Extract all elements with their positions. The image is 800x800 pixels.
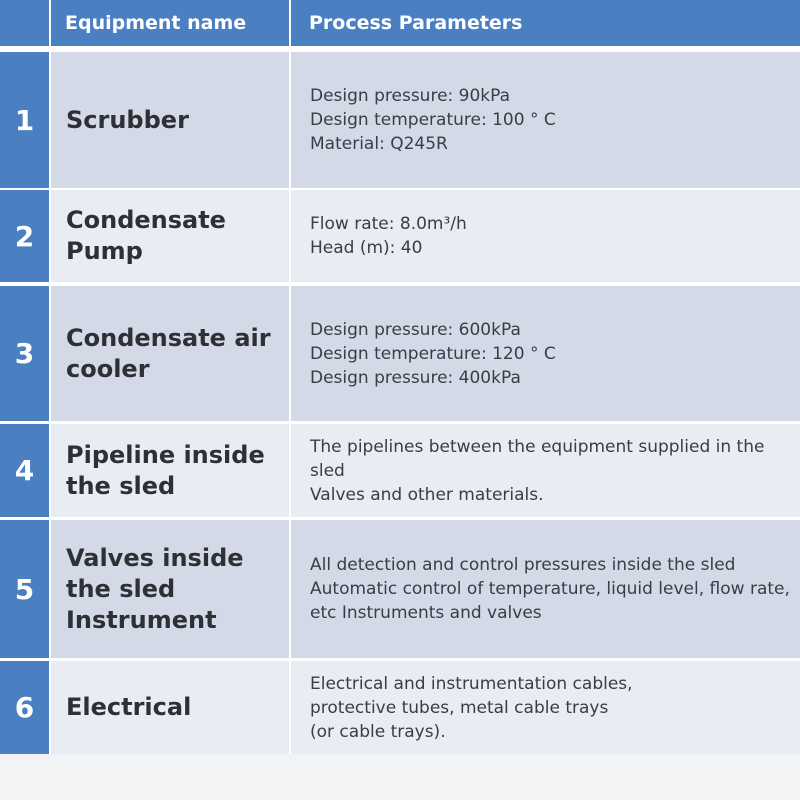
row-number: 5	[0, 520, 49, 658]
table-row	[0, 286, 800, 421]
table-row	[0, 190, 800, 282]
process-parameters	[291, 661, 800, 754]
process-parameters	[291, 424, 800, 517]
process-parameters	[291, 190, 800, 282]
process-parameters-text: All detection and control pressures inside the sled Automatic control of temperature, liquid level, flow rate, etc Instruments and valves	[310, 555, 790, 623]
equipment-name: Pipeline inside the sled	[51, 424, 289, 517]
row-number: 2	[0, 190, 49, 282]
row-number: 3	[0, 286, 49, 421]
page-bottom-background	[0, 754, 800, 800]
table-row	[0, 424, 800, 517]
process-parameters-text: Flow rate: 8.0m³/h Head (m): 40	[310, 214, 467, 258]
equipment-name: Scrubber	[51, 52, 289, 188]
equipment-name: Valves inside the sled Instrument	[51, 520, 289, 658]
process-parameters	[291, 520, 800, 658]
header-equipment-name: Equipment name	[51, 0, 289, 46]
process-parameters-text: Design pressure: 600kPa Design temperature: 120 ° C Design pressure: 400kPa	[310, 319, 556, 388]
process-parameters-text: Electrical and instrumentation cables, protective tubes, metal cable trays (or cable trays).	[310, 673, 633, 742]
equipment-name: Condensate Pump	[51, 190, 289, 282]
equipment-name: Condensate air cooler	[51, 286, 289, 421]
header-number-cell	[0, 0, 49, 46]
process-parameters-text: Design pressure: 90kPa Design temperature: 100 ° C Material: Q245R	[310, 86, 556, 154]
header-process-parameters: Process Parameters	[291, 0, 800, 46]
table-header-row	[0, 0, 800, 46]
row-number: 1	[0, 52, 49, 188]
equipment-name: Electrical	[51, 661, 289, 754]
table-row	[0, 661, 800, 754]
process-parameters-text: The pipelines between the equipment supplied in the sled Valves and other materials.	[310, 436, 765, 505]
process-parameters	[291, 286, 800, 421]
table-row	[0, 520, 800, 658]
process-parameters	[291, 52, 800, 188]
row-number: 4	[0, 424, 49, 517]
row-number: 6	[0, 661, 49, 754]
table-row	[0, 52, 800, 188]
